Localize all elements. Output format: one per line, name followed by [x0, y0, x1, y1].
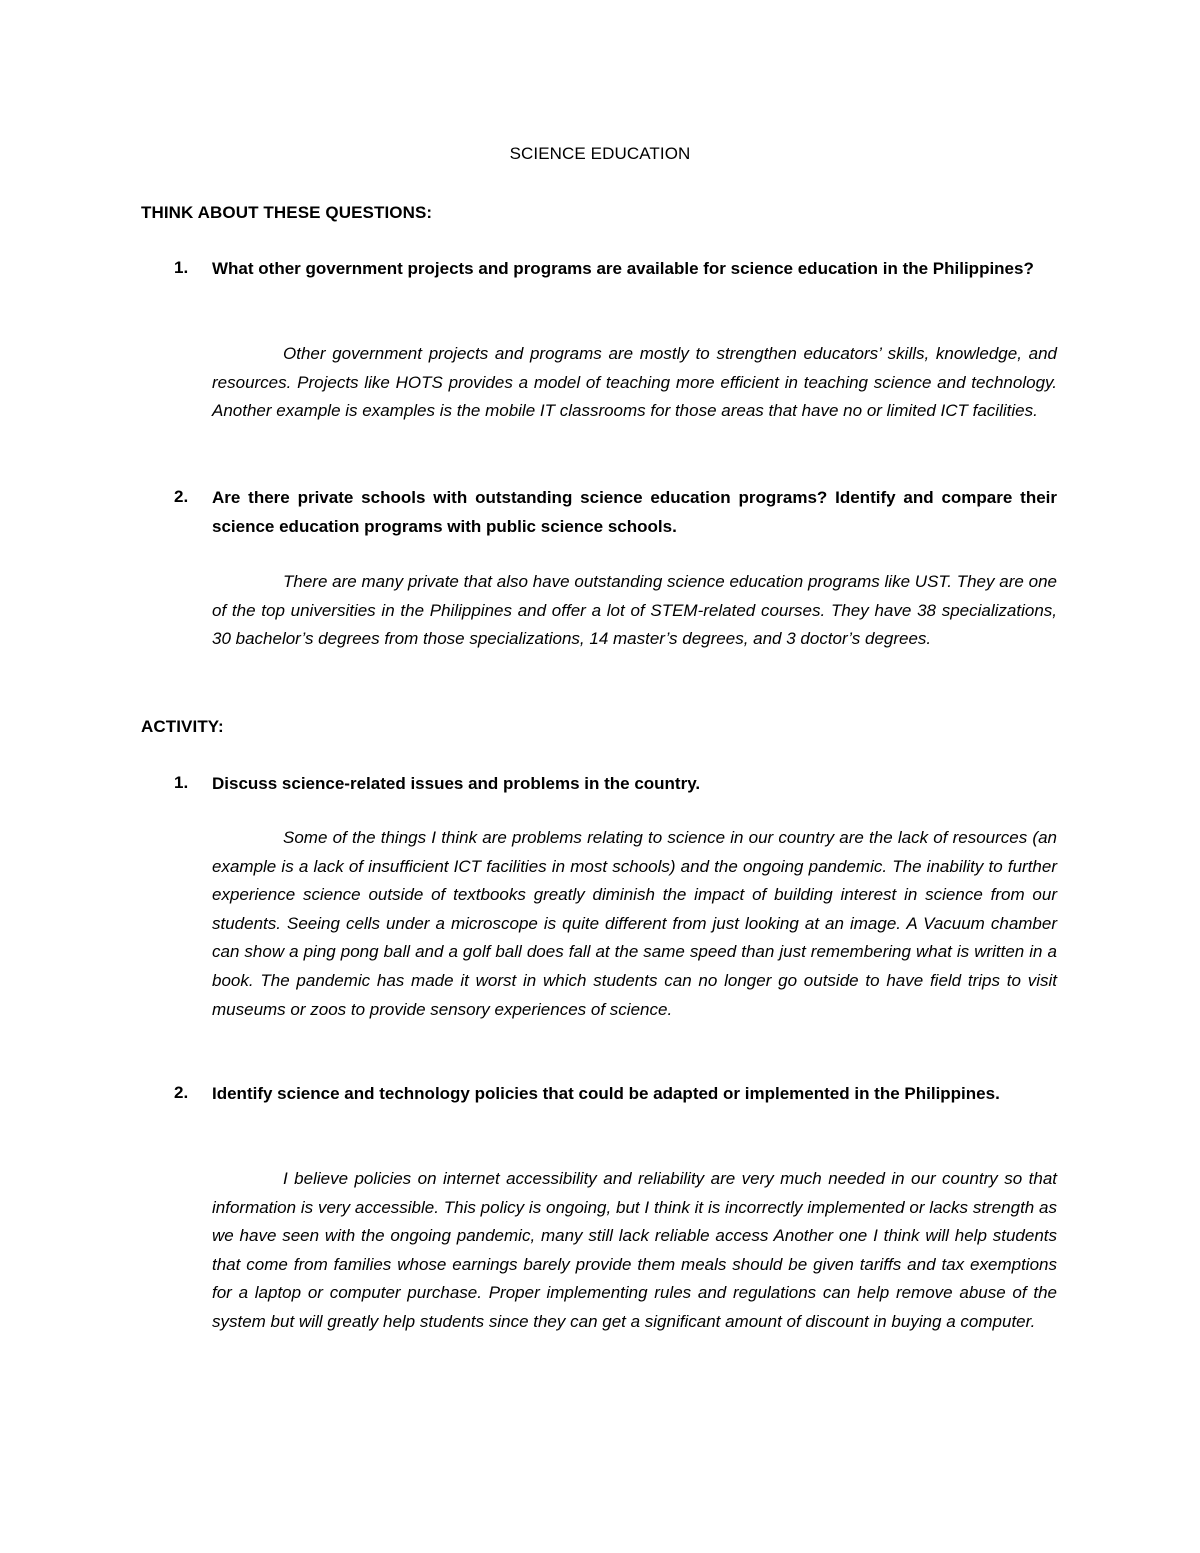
question-number: 1. — [174, 258, 189, 277]
question-text: Are there private schools with outstanding science education programs? Identify and compare their science education programs with public science schools. — [212, 488, 1057, 536]
document-title: SCIENCE EDUCATION — [509, 144, 691, 163]
section-heading-questions: THINK ABOUT THESE QUESTIONS: — [141, 203, 433, 222]
question-number: 2. — [174, 487, 189, 506]
question-text: What other government projects and programs are available for science education in the Philippines? — [212, 259, 1034, 278]
question-text: Identify science and technology policies that could be adapted or implemented in the Philippines. — [212, 1084, 1000, 1103]
section-heading-activity: ACTIVITY: — [141, 717, 224, 736]
question-text: Discuss science-related issues and problems in the country. — [212, 774, 701, 793]
answer-text: Some of the things I think are problems relating to science in our country are the lack of resources (an example is a lack of insufficient ICT facilities in most schools) and the ongoing pandemic. The inability to further experience science outside of textbooks greatly diminish the impact of building interest in science from our students. Seeing cells under a microscope is quite different from just looking at an image. A Vacuum chamber can show a ping pong ball and a golf ball does fall at the same speed than just remembering what is written in a book. The pandemic has made it worst in which students can no longer go outside to have field trips to visit museums or zoos to provide sensory experiences of science. — [212, 828, 1057, 1019]
answer-text: There are many private that also have outstanding science education programs like UST. They are one of the top universities in the Philippines and offer a lot of STEM-related courses. They have 38 specializations, 30 bachelor’s degrees from those specializations, 14 master’s degrees, and 3 doctor’s degrees. — [212, 572, 1057, 649]
question-number: 1. — [174, 773, 189, 792]
answer-text: Other government projects and programs are mostly to strengthen educators’ skills, knowledge, and resources. Projects like HOTS provides a model of teaching more efficient in teaching science and technology. Another example is examples is the mobile IT classrooms for those areas that have no or limited ICT facilities. — [212, 344, 1057, 421]
question-number: 2. — [174, 1083, 189, 1102]
answer-text: I believe policies on internet accessibility and reliability are very much needed in our country so that information is very accessible. This policy is ongoing, but I think it is incorrectly implemented or lacks strength as we have seen with the ongoing pandemic, many still lack reliable access Another one I think will help students that come from families whose earnings barely provide them meals should be given tariffs and tax exemptions for a laptop or computer purchase. Proper implementing rules and regulations can help remove abuse of the system but will greatly help students since they can get a significant amount of discount in buying a computer. — [212, 1169, 1057, 1331]
